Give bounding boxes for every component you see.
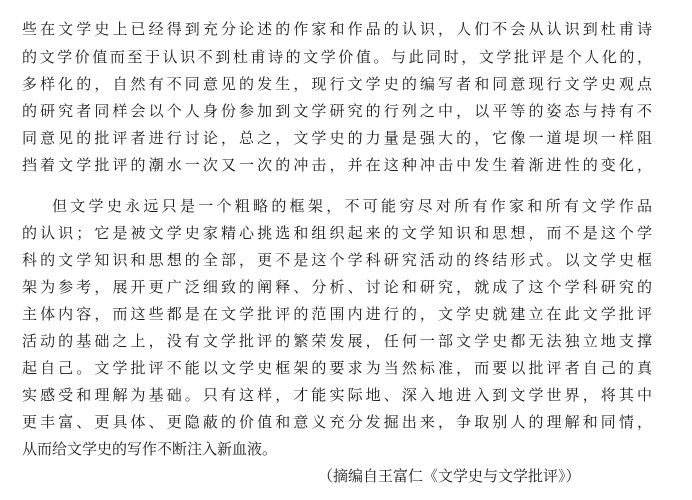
text-line: 些在文学史上已经得到充分论述的作家和作品的认识，人们不会从认识到杜甫诗 (22, 20, 652, 38)
text-line: 起自己。文学批评不能以文学史框架的要求为当然标准，而要以批评者自己的真 (22, 359, 652, 377)
text-line: 主体内容，而这些都是在文学批评的范围内进行的，文学史就建立在此文学批评 (22, 305, 652, 323)
text-line: 多样化的，自然有不同意见的发生，现行文学史的编写者和同意现行文学史观点 (22, 75, 652, 93)
source-citation: （摘编自王富仁《文学史与文学批评》） (318, 467, 581, 485)
text-line: 活动的基础之上，没有文学批评的繁荣发展，任何一部文学史都无法独立地支撑 (22, 332, 652, 350)
text-line: 实感受和理解为基础。只有这样，才能实际地、深入地进入到文学世界，将其中 (22, 386, 652, 404)
text-line: 但文学史永远只是一个粗略的框架，不可能穷尽对所有作家和所有文学作品 (52, 197, 652, 215)
text-line: 更丰富、更具体、更隐蔽的价值和意义充分发掘出来，争取别人的理解和同情， (22, 413, 652, 431)
text-line: 架为参考，展开更广泛细致的阐释、分析、讨论和研究，就成了这个学科研究的 (22, 278, 652, 296)
text-line: 从而给文学史的写作不断注入新血液。 (22, 440, 278, 458)
text-line: 挡着文学批评的潮水一次又一次的冲击，并在这种冲击中发生着渐进性的变化， (22, 156, 652, 174)
text-line: 科的文学知识和思想的全部，更不是这个学科研究活动的终结形式。以文学史框 (22, 251, 652, 269)
text-line: 的研究者同样会以个人身份参加到文学研究的行列之中，以平等的姿态与持有不 (22, 102, 652, 120)
text-line: 的文学价值而至于认识不到杜甫诗的文学价值。与此同时，文学批评是个人化的， (22, 48, 652, 66)
text-line: 的认识；它是被文学史家精心挑选和组织起来的文学知识和思想，而不是这个学 (22, 224, 652, 242)
text-line: 同意见的批评者进行讨论，总之，文学史的力量是强大的，它像一道堤坝一样阻 (22, 129, 652, 147)
